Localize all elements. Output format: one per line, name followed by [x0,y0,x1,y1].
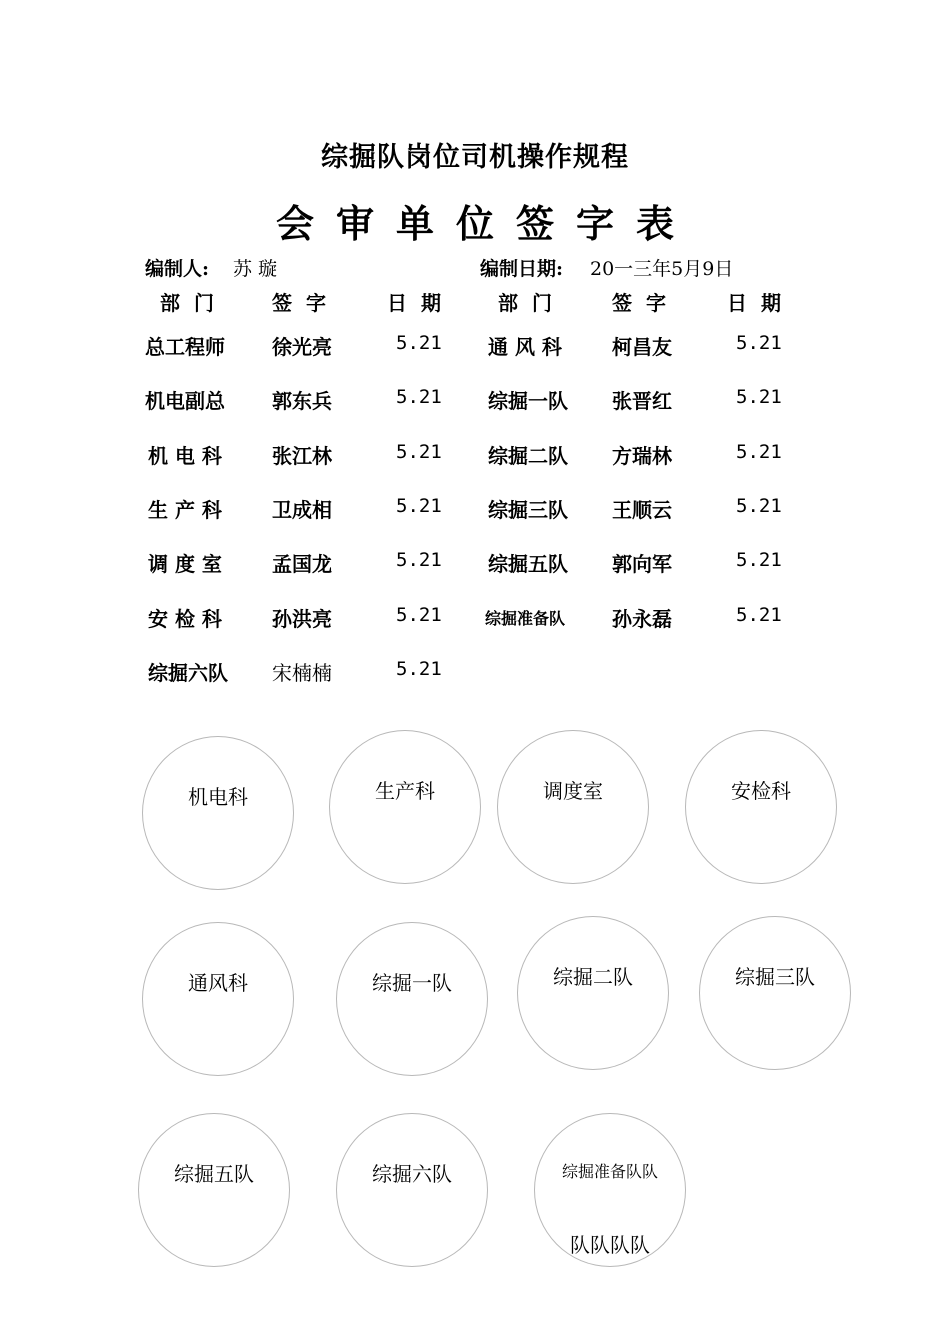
stamp-label: 综掘六队 [372,1162,452,1186]
header-date-right: 日期 [727,291,795,315]
stamp-circle [142,922,294,1076]
table-cell-date: 5.21 [396,604,442,626]
table-cell-date: 5.21 [396,495,442,517]
stamp-circle [517,916,669,1070]
table-cell-sign: 徐光亮 [272,335,332,359]
date-label: 编制日期: [480,258,564,280]
table-cell-sign: 孙洪亮 [272,607,332,631]
compiler-label: 编制人: [145,258,210,280]
table-cell-dept: 通 风 科 [488,335,562,359]
table-cell-date: 5.21 [736,386,782,408]
table-cell-dept: 机 电 科 [148,444,222,468]
table-cell-dept: 机电副总 [145,389,225,413]
stamp-circle [138,1113,290,1267]
table-cell-sign: 柯昌友 [612,335,672,359]
table-cell-dept: 综掘三队 [488,498,568,522]
header-dept-left: 部门 [160,291,228,315]
stamp-circle [142,736,294,890]
stamp-circle [336,1113,488,1267]
table-cell-date: 5.21 [736,495,782,517]
table-cell-dept: 生 产 科 [148,498,222,522]
table-cell-sign: 王顺云 [612,498,672,522]
stamp-label: 机电科 [188,785,248,809]
table-cell-date: 5.21 [396,441,442,463]
header-sign-left: 签字 [272,291,340,315]
table-cell-dept: 安 检 科 [148,607,222,631]
stamp-label: 生产科 [375,779,435,803]
table-cell-dept: 综掘准备队 [485,609,566,628]
table-cell-sign: 张江林 [272,444,332,468]
stamp-circle [699,916,851,1070]
table-cell-sign: 孟国龙 [272,552,332,576]
table-cell-dept: 综掘五队 [488,552,568,576]
table-cell-date: 5.21 [396,386,442,408]
document-title: 综掘队岗位司机操作规程 [321,142,629,173]
table-cell-sign: 郭向军 [612,552,672,576]
table-cell-dept: 综掘二队 [488,444,568,468]
table-cell-sign: 宋楠楠 [272,661,332,685]
compiler-name: 苏 璇 [233,258,278,280]
stamp-circle [685,730,837,884]
table-cell-sign: 张晋红 [612,389,672,413]
table-cell-dept: 综掘一队 [488,389,568,413]
table-cell-date: 5.21 [736,441,782,463]
table-cell-dept: 调 度 室 [148,552,222,576]
stamp-label: 通风科 [188,971,248,995]
table-cell-sign: 孙永磊 [612,607,672,631]
table-cell-date: 5.21 [736,332,782,354]
stamp-label: 调度室 [543,779,603,803]
table-cell-date: 5.21 [736,549,782,571]
table-cell-sign: 郭东兵 [272,389,332,413]
table-cell-sign: 卫成相 [272,498,332,522]
table-cell-date: 5.21 [736,604,782,626]
stamp-circle [534,1113,686,1267]
stamp-label: 综掘三队 [735,965,815,989]
header-dept-right: 部门 [498,291,566,315]
document-subtitle: 会审单位签字表 [275,201,696,246]
stamp-label [535,1158,685,1182]
table-cell-date: 5.21 [396,332,442,354]
stamp-label-part: 综掘准备队队 [561,1162,658,1181]
stamp-label-line2: 队队队队 [570,1233,650,1257]
table-cell-sign: 方瑞林 [612,444,672,468]
stamp-circle [329,730,481,884]
table-cell-date: 5.21 [396,658,442,680]
date-value: 20一三年5月9日 [590,258,734,280]
table-cell-date: 5.21 [396,549,442,571]
stamp-label: 综掘二队 [553,965,633,989]
header-date-left: 日期 [387,291,455,315]
stamp-label: 综掘五队 [174,1162,254,1186]
stamp-circle [497,730,649,884]
table-cell-dept: 综掘六队 [148,661,228,685]
stamp-label: 综掘一队 [372,971,452,995]
table-cell-dept: 总工程师 [145,335,225,359]
stamp-label: 安检科 [731,779,791,803]
stamp-circle [336,922,488,1076]
header-sign-right: 签字 [612,291,680,315]
